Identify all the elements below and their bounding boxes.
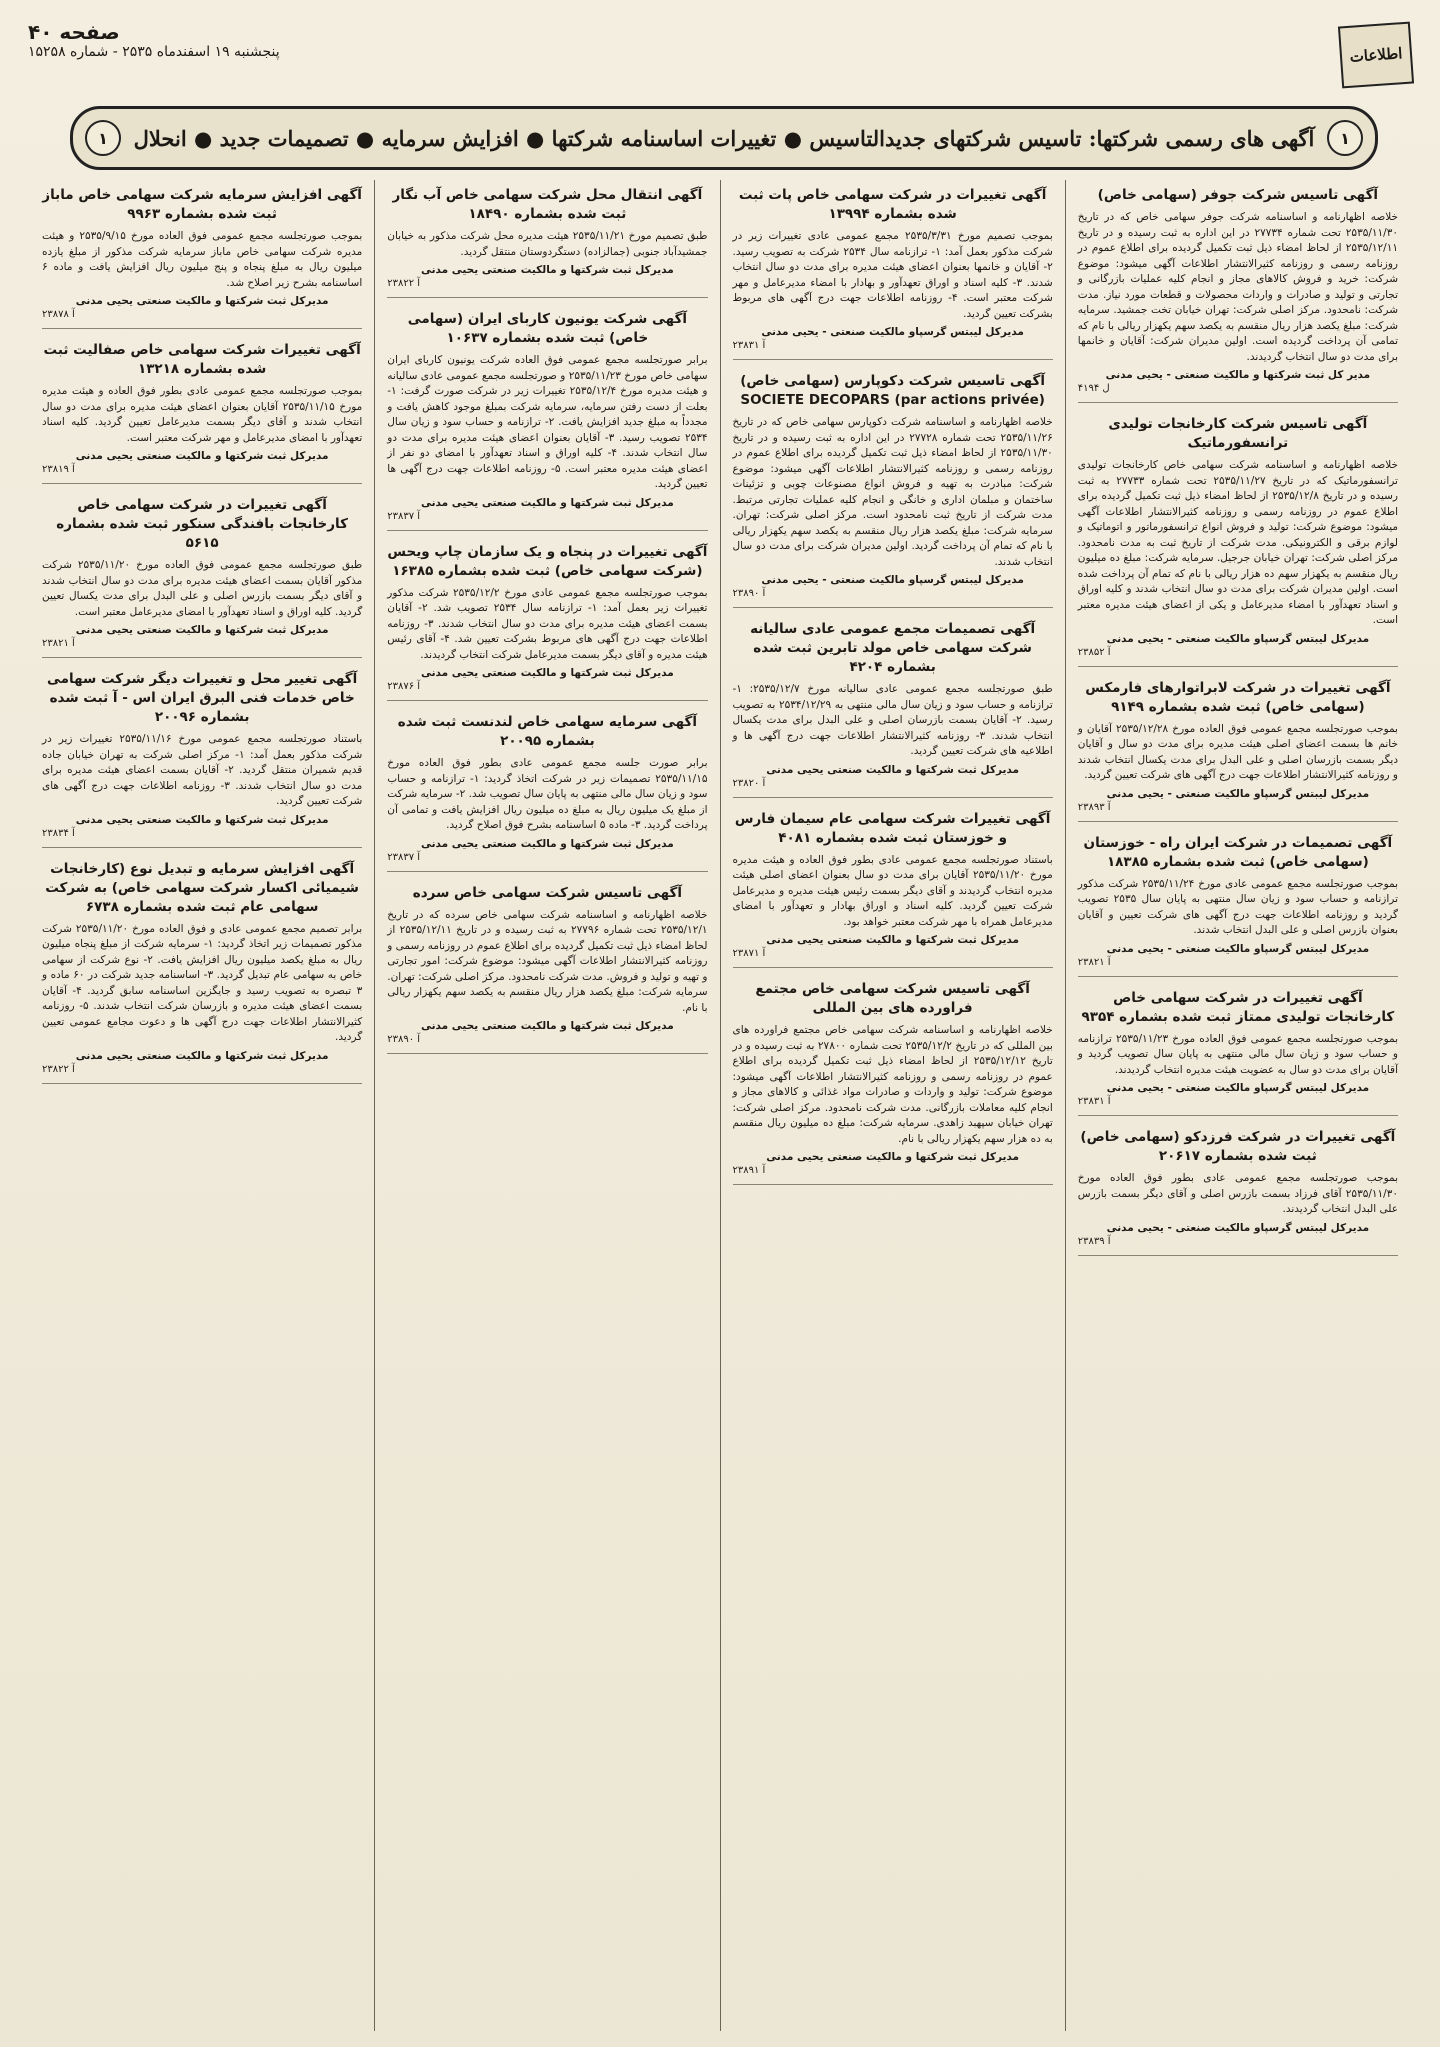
notice-body: برابر تصمیم مجمع عمومی عادی و فوق العاده مورخ ۲۵۳۵/۱۱/۲۰ شرکت مذکور تصمیمات زیر اتخاذ گردید: ۱- سرمایه شرکت از مبلغ پنجاه میلیون ریال به مبلغ یکصد میلیون ریال افزایش یافت. ۲- نوع شرکت از سهامی خاص به سهامی عام تبدیل گردید. ۳- اساسنامه جدید شرکت در ۶۰ ماده و ۳ تبصره به تصویب رسید و جایگزین اساسنامه سابق گردید. ۴- آقایان بسمت اعضای هیئت مدیره و بازرسان شرکت انتخاب شدند. ۵- روزنامه کثیرالانتشار اطلاعات جهت درج آگهی ها و دعوت مجامع عمومی تعیین گردید. bbox=[42, 922, 363, 1043]
notice-title: آگهی افزایش سرمایه شرکت سهامی خاص ماباز ثبت شده بشماره ۹۹۶۳ bbox=[42, 187, 362, 222]
ad-columns bbox=[30, 180, 1410, 2031]
notice-signature: مدیر کل ثبت شرکتها و مالکیت صنعتی - یحیی مدنی bbox=[1105, 369, 1371, 381]
notice-signature: مدیرکل ثبت شرکتها و مالکیت صنعتی یحیی مدنی bbox=[75, 295, 329, 307]
notice-reference: ۲۳۸۲۲ آ bbox=[42, 1063, 75, 1075]
notice-signature: مدیرکل ثبت شرکتها و مالکیت صنعتی یحیی مدنی bbox=[420, 1020, 674, 1032]
notice-body: طبق صورتجلسه مجمع عمومی فوق العاده مورخ ۲۵۳۵/۱۱/۲۰ شرکت مذکور آقایان بسمت اعضای هیئت مدیره برای مدت دو سال انتخاب شدند و آقای دیگر بسمت بازرس اصلی و علی البدل برای مدت یکسال تعیین گردید. کلیه اوراق و اسناد تعهدآور با امضای مدیرعامل معتبر است. bbox=[42, 559, 363, 618]
notice-body: خلاصه اظهارنامه و اساسنامه شرکت سهامی خاص سرده که در تاریخ ۲۵۳۵/۱۲/۱ تحت شماره ۲۷۷۹۶ به ثبت رسیده و در تاریخ ۲۵۳۵/۱۲/۱۱ از لحاظ امضاء ذیل ثبت تکمیل گردیده برای اطلاع عموم در روزنامه رسمی و روزنامه کثیرالانتشار اطلاعات آگهی میشود: موضوع شرکت: امور تجارتی و تهیه و تولید و فروش. مدت شرکت نامحدود. مرکز اصلی شرکت: تهران. سرمایه شرکت: مبلغ یکصد هزار ریال منقسم به یکصد سهم یکهزار ریالی با نام. bbox=[387, 908, 708, 1014]
notice-reference: ۲۳۸۷۶ آ bbox=[387, 681, 421, 692]
notice-signature: مدیرکل ثبت شرکتها و مالکیت صنعتی یحیی مدنی bbox=[766, 934, 1020, 946]
notice-reference: ۲۳۸۳۱ آ bbox=[732, 340, 766, 351]
notice-reference: ۲۳۸۲۲ آ bbox=[387, 278, 421, 289]
notice-reference: ۲۳۸۳۱ آ bbox=[1077, 1096, 1111, 1107]
legal-notice bbox=[733, 614, 1053, 798]
legal-notice bbox=[42, 490, 362, 658]
notice-body: بموجب صورتجلسه مجمع عمومی فوق العاده مورخ ۲۵۳۵/۱۱/۲۳ ترازنامه و حساب سود و زیان سال مالی منتهی به پایان سال تصویب گردید و آقایان برای مدت دو سال به عضویت هیئت مدیره انتخاب گردیدند. bbox=[1077, 1032, 1398, 1076]
column-1 bbox=[1065, 180, 1410, 2031]
notice-title: آگهی تصمیمات در شرکت ایران راه - خوزستان (سهامی خاص) ثبت شده بشماره ۱۸۳۸۵ bbox=[1083, 834, 1393, 870]
notice-signature: مدیرکل لیبتس گرسپاو مالکیت صنعتی - یحیی مدنی bbox=[1106, 1221, 1370, 1234]
notice-signature: مدیرکل ثبت شرکتها و مالکیت صنعتی یحیی مدنی bbox=[75, 1049, 329, 1062]
notice-title: آگهی تغییرات شرکت سهامی عام سیمان فارس و خوزستان ثبت شده بشماره ۴۰۸۱ bbox=[734, 810, 1051, 846]
notice-signature: مدیرکل ثبت شرکتها و مالکیت صنعتی یحیی مدنی bbox=[75, 450, 329, 462]
notice-body: بموجب صورتجلسه مجمع عمومی فوق العاده مورخ ۲۵۳۵/۱۲/۲۸ آقایان و خانم ها بسمت اعضای اصلی هیئت مدیره برای مدت دو سال و آقایان دیگر بسمت بازرسان اصلی و علی البدل برای مدت یکسال انتخاب شدند و روزنامه کثیرالانتشار اطلاعات جهت درج آگهی های شرکت تعیین گردید. bbox=[1077, 722, 1398, 781]
masthead-logo: اطلاعات bbox=[1338, 22, 1414, 89]
legal-notice bbox=[42, 335, 362, 484]
notice-reference: ۲۳۸۹۱ آ bbox=[732, 1165, 766, 1176]
notice-body: خلاصه اظهارنامه و اساسنامه شرکت دکوپارس سهامی خاص که در تاریخ ۲۵۳۵/۱۱/۲۶ تحت شماره ۲۷۷۲۸ در این اداره به ثبت رسیده و در تاریخ ۲۵۳۵/۱۱/۳۰ از لحاظ امضاء ذیل ثبت تکمیل گردیده برای اطلاع عموم در روزنامه رسمی و روزنامه کثیرالانتشار اطلاعات آگهی میشود: موضوع شرکت: مبادرت به تهیه و فروش انواع مصنوعات چوبی و تزئینات ساختمان و مبلمان اداری و خانگی و انجام کلیه عملیات تجارتی مرتبط. مدت شرکت از تاریخ ثبت نامحدود است. مرکز اصلی شرکت: تهران. سرمایه شرکت: مبلغ یکصد هزار ریال منقسم به یکصد سهم یکهزار ریالی با نام که تمام آن پرداخت گردید. اولین مدیران شرکت برای مدت دو سال انتخاب شدند. bbox=[732, 416, 1053, 568]
notice-signature: مدیرکل ثبت شرکتها و مالکیت صنعتی یحیی مدنی bbox=[420, 496, 674, 509]
notice-body: بموجب صورتجلسه مجمع عمومی عادی مورخ ۲۵۳۵/۱۱/۲۴ شرکت مذکور ترازنامه و حساب سود و زیان سال منتهی به پایان سال ۲۵۳۵ تصویب گردید و روزنامه اطلاعات جهت درج آگهی های شرکت تعیین و آقایان بعنوان بازرس اصلی و علی البدل انتخاب شدند. bbox=[1077, 877, 1398, 936]
legal-notice bbox=[1078, 828, 1398, 977]
notice-reference: ۲۳۸۹۰ آ bbox=[732, 588, 766, 599]
notice-body: برابر صورتجلسه مجمع عمومی فوق العاده شرکت یونیون کاربای ایران سهامی خاص مورخ ۲۵۳۵/۱۱/۲۳ و صورتجلسه مجمع عمومی عادی سالیانه و هیئت مدیره مورخ ۲۵۳۵/۱۲/۴ تغییرات زیر در شرکت صورت گرفت: ۱- بعلت از دست رفتن سرمایه، سرمایه شرکت بمبلغ موجود کاهش یافت و مجدداً به مبلغ جدید افزایش یافت. ۲- ترازنامه و حساب سود و زیان سال ۲۵۳۴ تصویب رسید. ۳- آقایان بعنوان اعضای هیئت مدیره برای مدت دو سال انتخاب شدند. ۴- کلیه اوراق و اسناد تعهدآور با امضای دو نفر از اعضای هیئت مدیره معتبر است. ۵- روزنامه اطلاعات جهت درج آگهی ها تعیین گردید. bbox=[387, 354, 708, 490]
notice-title: آگهی تاسیس شرکت جوفر (سهامی خاص) bbox=[1097, 187, 1379, 203]
page-number: صفحه ۴۰ bbox=[28, 20, 120, 44]
legal-notice bbox=[1078, 673, 1398, 822]
notice-reference: ۲۳۸۹۰ آ bbox=[387, 1034, 421, 1045]
notice-signature: مدیرکل ثبت شرکتها و مالکیت صنعتی یحیی مدنی bbox=[766, 763, 1020, 776]
notice-title: آگهی تغییرات در شرکت لابراتوارهای فارمکس (سهامی خاص) ثبت شده بشماره ۹۱۴۹ bbox=[1085, 679, 1391, 715]
notice-body: بموجب تصمیم مورخ ۲۵۳۵/۳/۳۱ مجمع عمومی عادی تغییرات زیر در شرکت مذکور بعمل آمد: ۱- ترازنامه سال ۲۵۳۴ شرکت به تصویب رسید. ۲- آقایان و خانمها بعنوان اعضای هیئت مدیره برای مدت دو سال انتخاب شدند. ۳- کلیه اسناد و اوراق تعهدآور و بهادار با امضاء مدیرعامل و مهر شرکت معتبر است. ۴- روزنامه اطلاعات جهت درج آگهی های مربوط بشرکت تعیین گردید. bbox=[732, 230, 1053, 320]
notice-body: بموجب صورتجلسه مجمع عمومی عادی بطور فوق العاده و هیئت مدیره مورخ ۲۵۳۵/۱۱/۱۵ آقایان بعنوان اعضای هیئت مدیره برای مدت دو سال انتخاب شدند و آقای دیگر بسمت مدیرعامل تعیین گردید. کلیه اسناد تعهدآور با امضای مدیرعامل و مهر شرکت معتبر است. bbox=[42, 385, 363, 444]
notice-title: آگهی تغییرات در شرکت سهامی خاص کارخانجات تولیدی ممتاز ثبت شده بشماره ۹۳۵۴ bbox=[1081, 989, 1395, 1025]
notice-signature: مدیرکل ثبت شرکتها و مالکیت صنعتی یحیی مدنی bbox=[420, 667, 674, 679]
notice-reference: ۲۳۸۲۰ آ bbox=[732, 777, 766, 789]
notice-body: خلاصه اظهارنامه و اساسنامه شرکت سهامی خاص مجتمع فراورده های بین المللی که در تاریخ ۲۵۳۵/۱۲/۲ تحت شماره ۲۷۸۰۰ به ثبت رسیده و در تاریخ ۲۵۳۵/۱۲/۱۲ از لحاظ امضاء ذیل ثبت تکمیل گردیده برای اطلاع عموم در روزنامه رسمی و روزنامه کثیرالانتشار اطلاعات آگهی میشود: موضوع شرکت: تولید و واردات و صادرات مواد غذائی و کالاهای مجاز و انجام کلیه معاملات بازرگانی. مدت شرکت نامحدود. مرکز اصلی شرکت: تهران خیابان سپهبد زاهدی. سرمایه شرکت: مبلغ ده میلیون ریال منقسم به ده هزار سهم یکهزار ریالی با نام. bbox=[732, 1024, 1053, 1145]
notice-reference: ۲۳۸۵۲ آ bbox=[1077, 646, 1111, 658]
legal-notice bbox=[733, 974, 1053, 1185]
notice-title: آگهی تغییرات در شرکت سهامی خاص کارخانجات بافندگی سنکور ثبت شده بشماره ۵۶۱۵ bbox=[56, 497, 348, 551]
legal-notice bbox=[387, 707, 707, 872]
banner-number-left: ۱ bbox=[85, 120, 121, 156]
legal-notice bbox=[733, 366, 1053, 608]
notice-body: بموجب صورتجلسه مجمع عمومی عادی بطور فوق العاده مورخ ۲۵۳۵/۱۱/۳۰ آقای فرزاد بسمت بازرس اصلی و آقای دیگر بسمت بازرس علی البدل انتخاب گردیدند. bbox=[1077, 1172, 1398, 1215]
notice-reference: ۲۳۸۷۱ آ bbox=[732, 948, 766, 959]
notice-reference: ۲۳۸۳۷ آ bbox=[387, 510, 421, 522]
notice-body: خلاصه اظهارنامه و اساسنامه شرکت جوفر سهامی خاص که در تاریخ ۲۵۳۵/۱۱/۳۰ تحت شماره ۲۷۷۳۴ در این اداره به ثبت رسیده و در تاریخ ۲۵۳۵/۱۲/۱۱ از لحاظ امضاء ذیل ثبت تکمیل گردیده برای اطلاع عموم در روزنامه رسمی و روزنامه کثیرالانتشار اطلاعات آگهی میشود: موضوع شرکت: خرید و فروش کالاهای مجاز و انجام کلیه عملیات بازرگانی و تجارتی و تولید و صادرات و واردات محصولات و قطعات مورد نیاز. مدت شرکت: نامحدود. مرکز اصلی شرکت: تهران خیابان تخت جمشید. سرمایه شرکت: مبلغ یکصد هزار ریال منقسم به یکصد سهم یکهزار ریالی با نام که تمامی آن پرداخت گردیده است. اولین مدیران شرکت: آقایان و خانمها برای مدت دو سال انتخاب گردیدند. bbox=[1077, 211, 1398, 363]
notice-title: آگهی تاسیس شرکت سهامی خاص سرده bbox=[412, 884, 682, 901]
notice-title: آگهی تصمیمات مجمع عمومی عادی سالیانه شرکت سهامی خاص مولد تابرین ثبت شده بشماره ۴۲۰۴ bbox=[750, 621, 1036, 675]
notice-signature: مدیرکل لیبتس گرسپاو مالکیت صنعتی - یحیی مدنی bbox=[761, 574, 1024, 586]
legal-notice bbox=[42, 664, 362, 848]
notice-reference: ۲۳۸۲۱ آ bbox=[1077, 956, 1111, 968]
notice-title: آگهی تاسیس شرکت سهامی خاص مجتمع فراورده های بین المللی bbox=[755, 981, 1030, 1016]
notice-title: آگهی تاسیس شرکت دکوپارس (سهامی خاص) SOCIETE DECOPARS (par actions privée) bbox=[740, 373, 1045, 408]
notice-signature: مدیرکل ثبت شرکتها و مالکیت صنعتی یحیی مدنی bbox=[766, 1151, 1020, 1163]
legal-notice bbox=[733, 804, 1053, 969]
notice-signature: مدیرکل لیبتس گرسپاو مالکیت صنعتی - یحیی مدنی bbox=[1106, 632, 1370, 645]
section-banner bbox=[70, 106, 1378, 170]
notice-reference: ۲۳۸۲۱ آ bbox=[42, 638, 75, 649]
notice-title: آگهی افزایش سرمایه و تبدیل نوع (کارخانجات شیمیائی اکسار شرکت سهامی خاص) به شرکت سهامی عام ثبت شده بشماره ۶۷۳۸ bbox=[45, 860, 359, 915]
notice-title: آگهی تغییرات شرکت سهامی خاص صفالیت ثبت شده بشماره ۱۳۲۱۸ bbox=[43, 342, 361, 377]
notice-signature: مدیرکل لیبتس گرسپاو مالکیت صنعتی - یحیی مدنی bbox=[761, 326, 1024, 338]
notice-signature: مدیرکل ثبت شرکتها و مالکیت صنعتی یحیی مدنی bbox=[420, 837, 674, 850]
legal-notice bbox=[387, 878, 707, 1055]
banner-number-right: ۱ bbox=[1327, 120, 1363, 156]
notice-title: آگهی تغییر محل و تغییرات دیگر شرکت سهامی خاص خدمات فنی البرق ایران اس - آ ثبت شده بشماره ۲۰۰۹۶ bbox=[47, 671, 358, 725]
issue-date-line: پنجشنبه ۱۹ اسفندماه ۲۵۳۵ - شماره ۱۵۲۵۸ bbox=[28, 44, 280, 60]
notice-signature: مدیرکل لیبتس گرسپاو مالکیت صنعتی - یحیی مدنی bbox=[1106, 787, 1370, 800]
legal-notice bbox=[387, 180, 707, 298]
notice-reference: ۲۳۸۳۹ آ bbox=[1077, 1235, 1111, 1247]
notice-title: آگهی تغییرات در شرکت سهامی خاص پات ثبت شده بشماره ۱۳۹۹۴ bbox=[738, 187, 1047, 222]
notice-body: باستناد صورتجلسه مجمع عمومی عادی بطور فوق العاده و هیئت مدیره مورخ ۲۵۳۵/۱۱/۲۰ آقایان برای مدت دو سال بعنوان اعضای اصلی هیئت مدیره انتخاب گردیدند و آقای دیگر بسمت رئیس هیئت مدیره و مدیرعامل شرکت تعیین گردید. کلیه اسناد و اوراق بهادار و تعهدآور با امضای مدیرعامل همراه با مهر شرکت معتبر خواهد بود. bbox=[732, 853, 1053, 928]
page-header bbox=[28, 14, 1412, 100]
notice-title: آگهی شرکت یونیون کاربای ایران (سهامی خاص) ثبت شده بشماره ۱۰۶۳۷ bbox=[407, 311, 688, 346]
legal-notice bbox=[387, 304, 707, 531]
legal-notice bbox=[1078, 983, 1398, 1117]
legal-notice bbox=[42, 180, 362, 329]
banner-title: آگهی های رسمی شرکتها: تاسیس شرکتهای جدیدالتاسیس ● تغییرات اساسنامه شرکتها ● افزایش سرمایه ● تصمیمات جدید ● انحلال bbox=[133, 125, 1315, 151]
notice-signature: مدیرکل ثبت شرکتها و مالکیت صنعتی یحیی مدنی bbox=[75, 624, 329, 636]
notice-reference: ۲۳۸۳۷ آ bbox=[387, 851, 421, 863]
page-meta bbox=[28, 22, 280, 62]
notice-reference: ۲۳۸۹۳ آ bbox=[1077, 801, 1111, 813]
notice-signature: مدیرکل ثبت شرکتها و مالکیت صنعتی یحیی مدنی bbox=[75, 813, 329, 826]
column-2 bbox=[720, 180, 1065, 2031]
notice-body: طبق صورتجلسه مجمع عمومی عادی سالیانه مورخ ۲۵۳۵/۱۲/۷: ۱- ترازنامه و حساب سود و زیان سال مالی منتهی به ۲۵۳۴/۱۲/۲۹ به تصویب رسید. ۲- آقایان بسمت بازرسان اصلی و علی البدل برای مدت یکسال انتخاب شدند. ۳- روزنامه کثیرالانتشار اطلاعات جهت درج آگهی ها و اطلاعیه های شرکت تعیین گردید. bbox=[732, 683, 1053, 757]
legal-notice bbox=[1078, 180, 1398, 403]
legal-notice bbox=[42, 854, 362, 1084]
notice-title: آگهی انتقال محل شرکت سهامی خاص آب نگار ثبت شده بشماره ۱۸۴۹۰ bbox=[392, 187, 703, 222]
legal-notice bbox=[733, 180, 1053, 360]
legal-notice bbox=[1078, 409, 1398, 667]
notice-body: باستناد صورتجلسه مجمع عمومی مورخ ۲۵۳۵/۱۱/۱۶ تغییرات زیر در شرکت مذکور بعمل آمد: ۱- مرکز اصلی شرکت به تهران خیابان جاده قدیم شمیران منتقل گردید. ۲- آقایان بسمت اعضای هیئت مدیره برای مدت دو سال انتخاب شدند. ۳- روزنامه اطلاعات جهت درج آگهی های شرکت تعیین گردید. bbox=[42, 733, 363, 807]
notice-body: برابر صورت جلسه مجمع عمومی عادی بطور فوق العاده مورخ ۲۵۳۵/۱۱/۱۵ تصمیمات زیر در شرکت اتخاذ گردید: ۱- ترازنامه و حساب سود و زیان سال مالی منتهی به پایان سال تصویب شد. ۲- سرمایه شرکت از مبلغ یک میلیون ریال به مبلغ ده میلیون ریال افزایش یافت و تمامی آن پرداخت گردید. ۳- ماده ۵ اساسنامه بشرح فوق اصلاح گردید. bbox=[387, 757, 708, 831]
legal-notice bbox=[387, 537, 707, 702]
notice-reference: ۲۳۸۳۴ آ bbox=[42, 827, 75, 839]
legal-notice bbox=[1078, 1122, 1398, 1256]
notice-body: بموجب صورتجلسه مجمع عمومی فوق العاده مورخ ۲۵۳۵/۹/۱۵ و هیئت مدیره شرکت سهامی خاص ماباز سرمایه شرکت مذکور از مبلغ یازده میلیون ریال به مبلغ پنجاه و پنج میلیون ریال افزایش یافت و ماده ۶ اساسنامه بشرح زیر اصلاح شد. bbox=[42, 230, 363, 289]
notice-reference: ۴۱۹۴ ل bbox=[1077, 383, 1110, 394]
notice-reference: ۲۳۸۷۸ آ bbox=[42, 309, 75, 320]
notice-body: بموجب صورتجلسه مجمع عمومی عادی مورخ ۲۵۳۵/۱۲/۲ شرکت مذکور تغییرات زیر بعمل آمد: ۱- ترازنامه سال ۲۵۳۴ تصویب شد. ۲- آقایان بسمت اعضای هیئت مدیره برای مدت دو سال انتخاب شدند. ۳- روزنامه اطلاعات جهت درج آگهی های مربوط بشرکت تعیین شد. ۴- آقای رئیس هیئت مدیره و آقای دیگر بسمت مدیرعامل شرکت انتخاب گردیدند. bbox=[387, 586, 708, 661]
notice-title: آگهی تاسیس شرکت کارخانجات تولیدی ترانسفورماتیک bbox=[1108, 416, 1368, 451]
notice-signature: مدیرکل لیبتس گرسپاو مالکیت صنعتی - یحیی مدنی bbox=[1106, 942, 1370, 955]
notice-body: طبق تصمیم مورخ ۲۵۳۵/۱۱/۲۱ هیئت مدیره محل شرکت مذکور به خیابان جمشیدآباد جنوبی (جمالزاده) دستگردوستان منتقل گردید. bbox=[387, 230, 708, 258]
notice-title: آگهی تغییرات در شرکت فرزدکو (سهامی خاص) ثبت شده بشماره ۲۰۶۱۷ bbox=[1080, 1129, 1396, 1164]
notice-signature: مدیرکل لیبتس گرسپاو مالکیت صنعتی - یحیی مدنی bbox=[1106, 1082, 1370, 1094]
column-4 bbox=[30, 180, 374, 2031]
notice-reference: ۲۳۸۱۹ آ bbox=[42, 464, 75, 475]
notice-signature: مدیرکل ثبت شرکتها و مالکیت صنعتی یحیی مدنی bbox=[420, 264, 674, 276]
notice-title: آگهی تغییرات در پنجاه و یک سازمان چاپ ویحس (شرکت سهامی خاص) ثبت شده بشماره ۱۶۳۸۵ bbox=[387, 543, 708, 579]
notice-title: آگهی سرمایه سهامی خاص لندنست ثبت شده بشماره ۲۰۰۹۵ bbox=[397, 714, 697, 749]
notice-body: خلاصه اظهارنامه و اساسنامه شرکت سهامی خاص کارخانجات تولیدی ترانسفورماتیک که در تاریخ ۲۵۳۵/۱۱/۲۷ تحت شماره ۲۷۷۳۳ به ثبت رسیده و در تاریخ ۲۵۳۵/۱۲/۸ از لحاظ امضاء ذیل ثبت تکمیل گردیده برای اطلاع عموم در روزنامه رسمی و روزنامه کثیرالانتشار اطلاعات آگهی میشود: موضوع شرکت: تولید و فروش انواع ترانسفورماتور و اتوماتیک و لوازم برقی و الکترونیکی. مدت شرکت از تاریخ ثبت به مدت نامحدود. مرکز اصلی شرکت: تهران خیابان جرجیل. سرمایه شرکت: مبلغ ده میلیون ریال منقسم به یکهزار سهم ده هزار ریالی با نام که تمام آن پرداخت شده است. اولین مدیران شرکت برای مدت دو سال انتخاب شدند و کلیه اوراق و اسناد تعهدآور با امضاء مدیرعامل و یکی از اعضای هیئت مدیره معتبر است. bbox=[1077, 459, 1398, 626]
column-3 bbox=[374, 180, 719, 2031]
